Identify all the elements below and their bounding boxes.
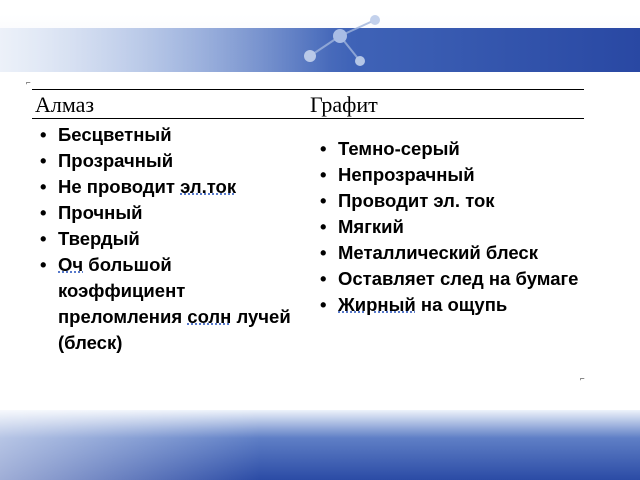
list-item-text: Твердый: [58, 228, 140, 249]
corner-mark-bottom-right: ⌐: [580, 374, 585, 383]
list-item-text: Оставляет след на бумаге: [338, 268, 579, 289]
right-list-item: [318, 188, 588, 214]
list-item-text: Мягкий: [338, 216, 404, 237]
content-panel: [24, 72, 598, 400]
right-list-item: [318, 162, 588, 188]
bullet-icon: •: [320, 242, 327, 263]
bullet-icon: •: [40, 176, 47, 197]
bullet-icon: •: [320, 216, 327, 237]
right-column-title: Графит: [310, 92, 378, 117]
bullet-icon: •: [320, 138, 327, 159]
slide-header-highlight: [0, 28, 330, 72]
bullet-icon: •: [40, 150, 47, 171]
spellcheck-marked-text: солн: [187, 306, 232, 327]
list-item-text: Бесцветный: [58, 124, 172, 145]
list-item-text: Металлический блеск: [338, 242, 538, 263]
corner-mark-top-left: ⌐: [26, 78, 31, 87]
left-list-item: [38, 148, 300, 174]
left-list-item: [38, 252, 300, 356]
left-list-item: [38, 122, 300, 148]
list-item-text: Прозрачный: [58, 150, 174, 171]
bullet-icon: •: [320, 268, 327, 289]
spellcheck-marked-text: Жирный: [338, 294, 416, 315]
list-item-text: на ощупь: [415, 294, 508, 315]
bullet-icon: •: [40, 202, 47, 223]
right-list-item: [318, 266, 588, 292]
spellcheck-marked-text: Оч: [58, 254, 84, 275]
molecule-decoration-icon: [290, 6, 400, 70]
left-column-list: [38, 122, 300, 356]
left-list-item: [38, 226, 300, 252]
bullet-icon: •: [320, 294, 327, 315]
bullet-icon: •: [40, 124, 47, 145]
left-list-item: [38, 200, 300, 226]
right-list-item: [318, 214, 588, 240]
right-list-item: [318, 240, 588, 266]
slide-bottom-highlight: [0, 410, 260, 480]
list-item-text: Непрозрачный: [338, 164, 475, 185]
list-item-text: Темно-серый: [338, 138, 460, 159]
right-column-list: [318, 136, 588, 318]
bullet-icon: •: [320, 164, 327, 185]
list-item-text: большой коэффициент преломления: [58, 254, 188, 327]
list-item-text: Не проводит: [58, 176, 181, 197]
list-item-text: лучей (блеск): [58, 306, 291, 353]
left-column-title: Алмаз: [35, 92, 95, 117]
bullet-icon: •: [40, 228, 47, 249]
table-top-rule: [32, 89, 584, 90]
list-item-text: Прочный: [58, 202, 143, 223]
right-list-item: [318, 136, 588, 162]
list-item-text: Проводит эл. ток: [338, 190, 495, 211]
spellcheck-marked-text: эл.ток: [180, 176, 237, 197]
bullet-icon: •: [40, 254, 47, 275]
bullet-icon: •: [320, 190, 327, 211]
right-list-item: [318, 292, 588, 318]
table-header-rule: [32, 118, 584, 119]
left-list-item: [38, 174, 300, 200]
